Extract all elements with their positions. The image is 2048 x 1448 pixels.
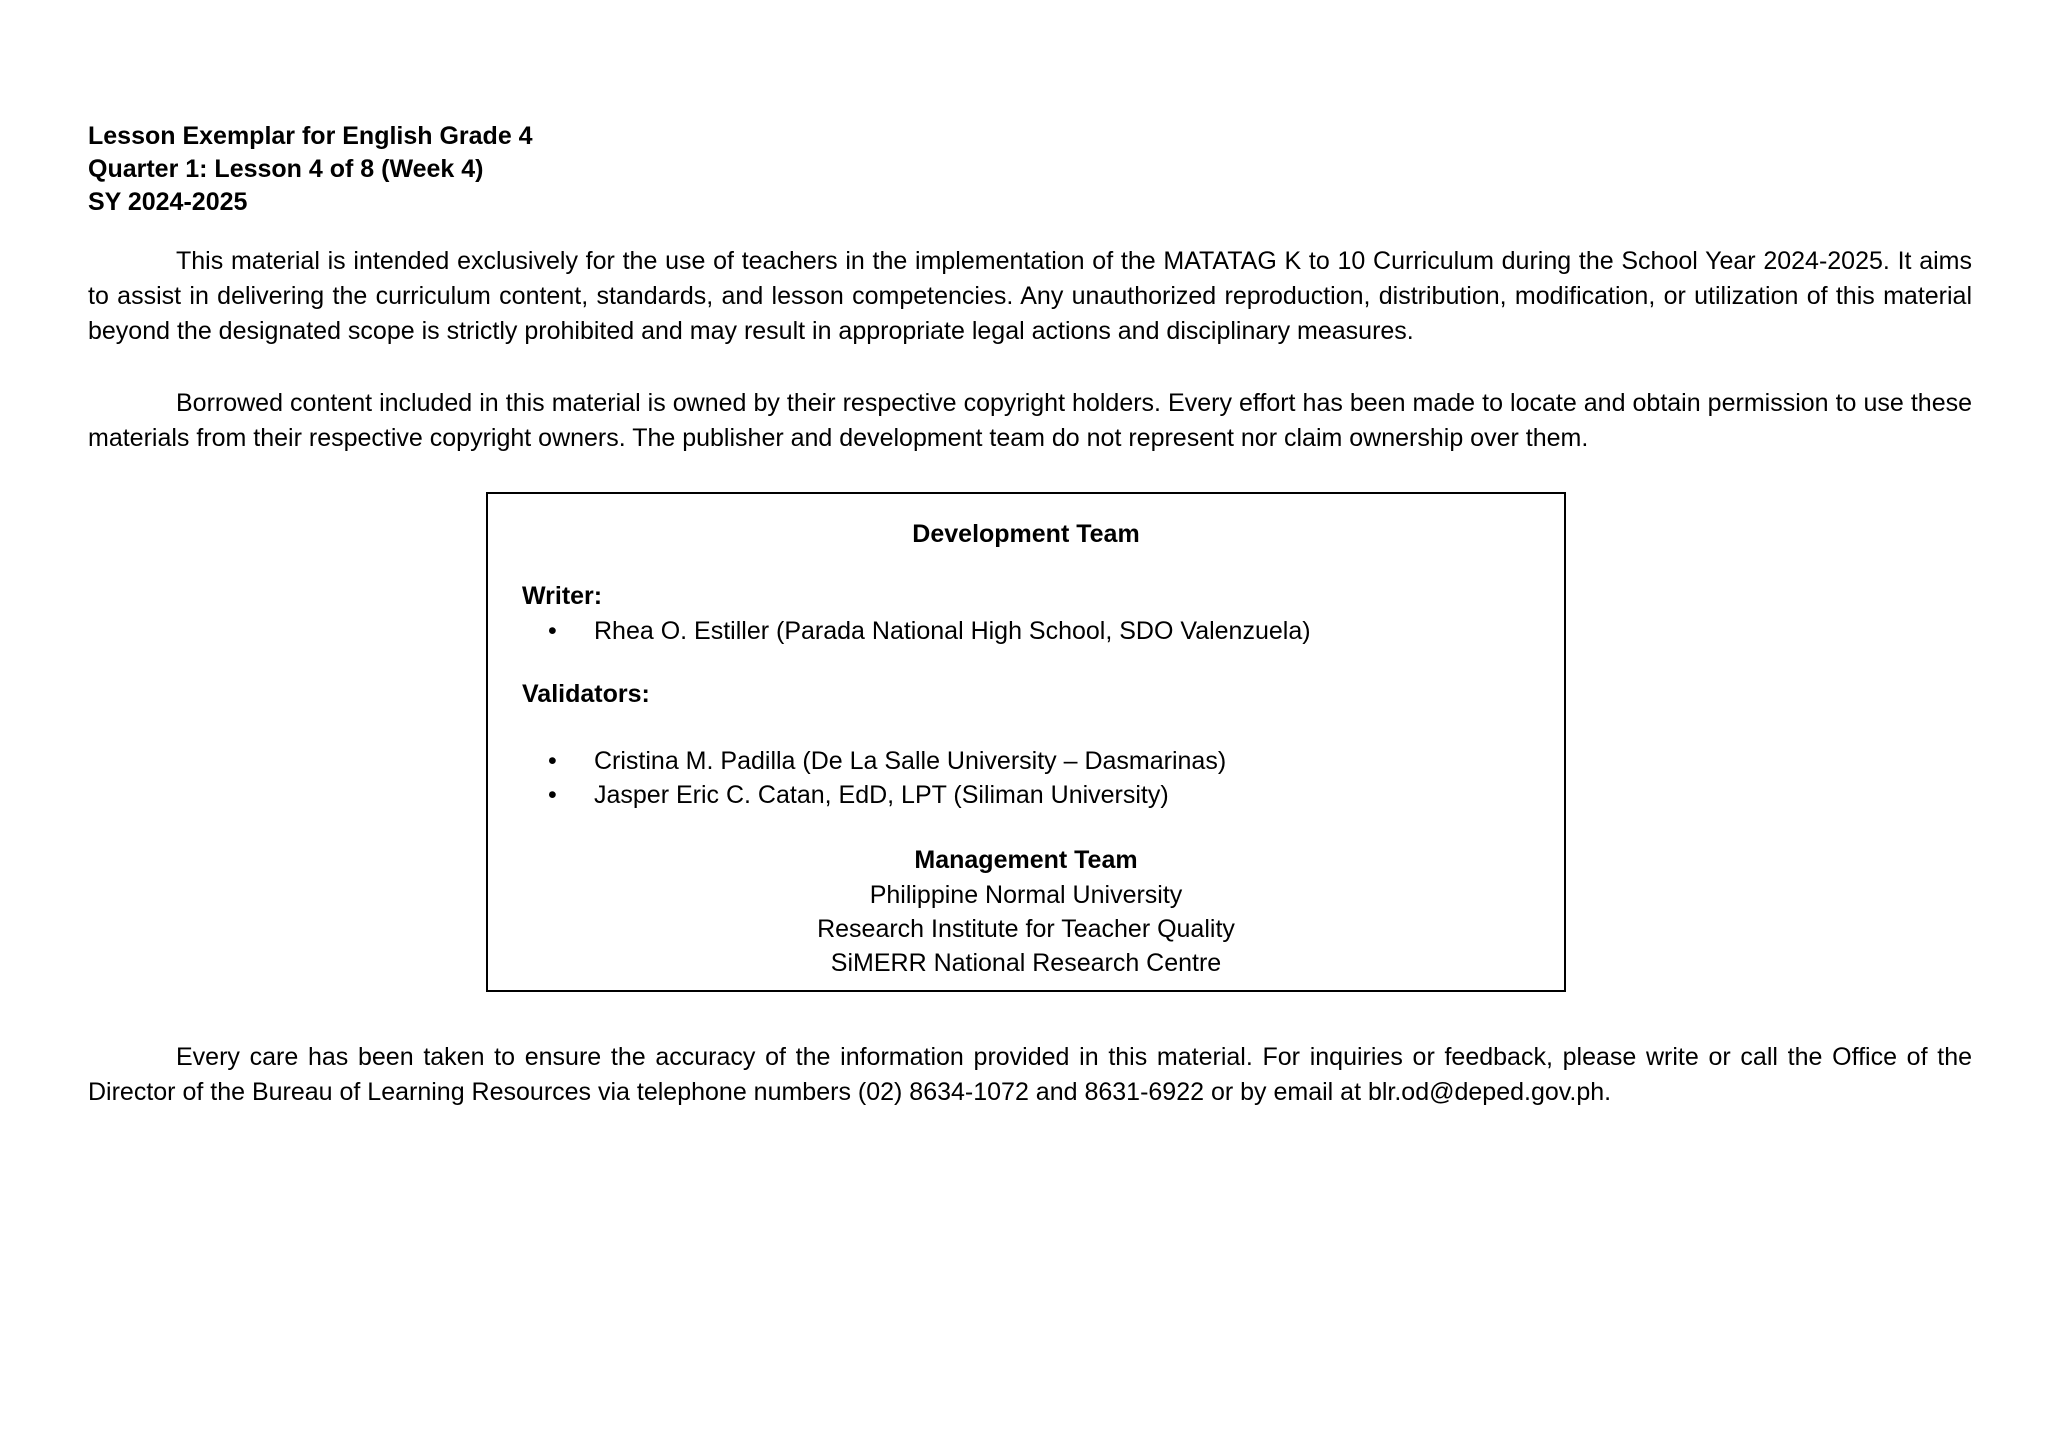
bullet-icon: •: [548, 617, 557, 645]
development-team-title: Development Team: [912, 520, 1140, 548]
list-item: [488, 614, 1311, 648]
management-team-members: [488, 878, 1564, 980]
borrowed-content-paragraph: Borrowed content included in this material is owned by their respective copyright holders. Every effort has been made to locate and obtain permission to use these materials from their respective copyright owners. The publisher and development team do not represent nor claim ownership over them.: [88, 389, 1972, 452]
header-quarter-lesson: Quarter 1: Lesson 4 of 8 (Week 4): [88, 155, 484, 183]
header-lesson-title: Lesson Exemplar for English Grade 4: [88, 122, 533, 150]
writer-name: Rhea O. Estiller (Parada National High School, SDO Valenzuela): [594, 617, 1311, 645]
list-item: [488, 778, 1226, 812]
list-item: [488, 744, 1226, 778]
validator-name: Jasper Eric C. Catan, EdD, LPT (Siliman University): [594, 781, 1169, 809]
management-team-title: Management Team: [914, 846, 1138, 874]
validator-name: Cristina M. Padilla (De La Salle University – Dasmarinas): [594, 747, 1227, 775]
bullet-icon: •: [548, 781, 557, 809]
validators-label: Validators:: [522, 680, 650, 708]
intended-use-paragraph: This material is intended exclusively for the use of teachers in the implementation of the MATATAG K to 10 Curriculum during the School Year 2024-2025. It aims to assist in delivering the curriculum content, standards, and lesson competencies. Any unauthorized reproduction, distribution, modification, or utilization of this material beyond the designated scope is strictly prohibited and may result in appropriate legal actions and disciplinary measures.: [88, 247, 1972, 345]
management-member: SiMERR National Research Centre: [830, 949, 1222, 977]
development-team-box: [486, 492, 1566, 992]
management-member: Philippine Normal University: [869, 881, 1183, 909]
validators-list: [488, 744, 1226, 812]
management-member: Research Institute for Teacher Quality: [817, 915, 1235, 943]
inquiries-paragraph: Every care has been taken to ensure the accuracy of the information provided in this material. For inquiries or feedback, please write or call the Office of the Director of the Bureau of Learning Resources via telephone numbers (02) 8634-1072 and 8631-6922 or by email at blr.od@deped.gov.ph.: [88, 1043, 1972, 1106]
document-header: [88, 120, 533, 219]
bullet-icon: •: [548, 747, 557, 775]
writer-list: [488, 614, 1311, 648]
header-school-year: SY 2024-2025: [88, 188, 248, 216]
writer-label: Writer:: [522, 582, 603, 610]
